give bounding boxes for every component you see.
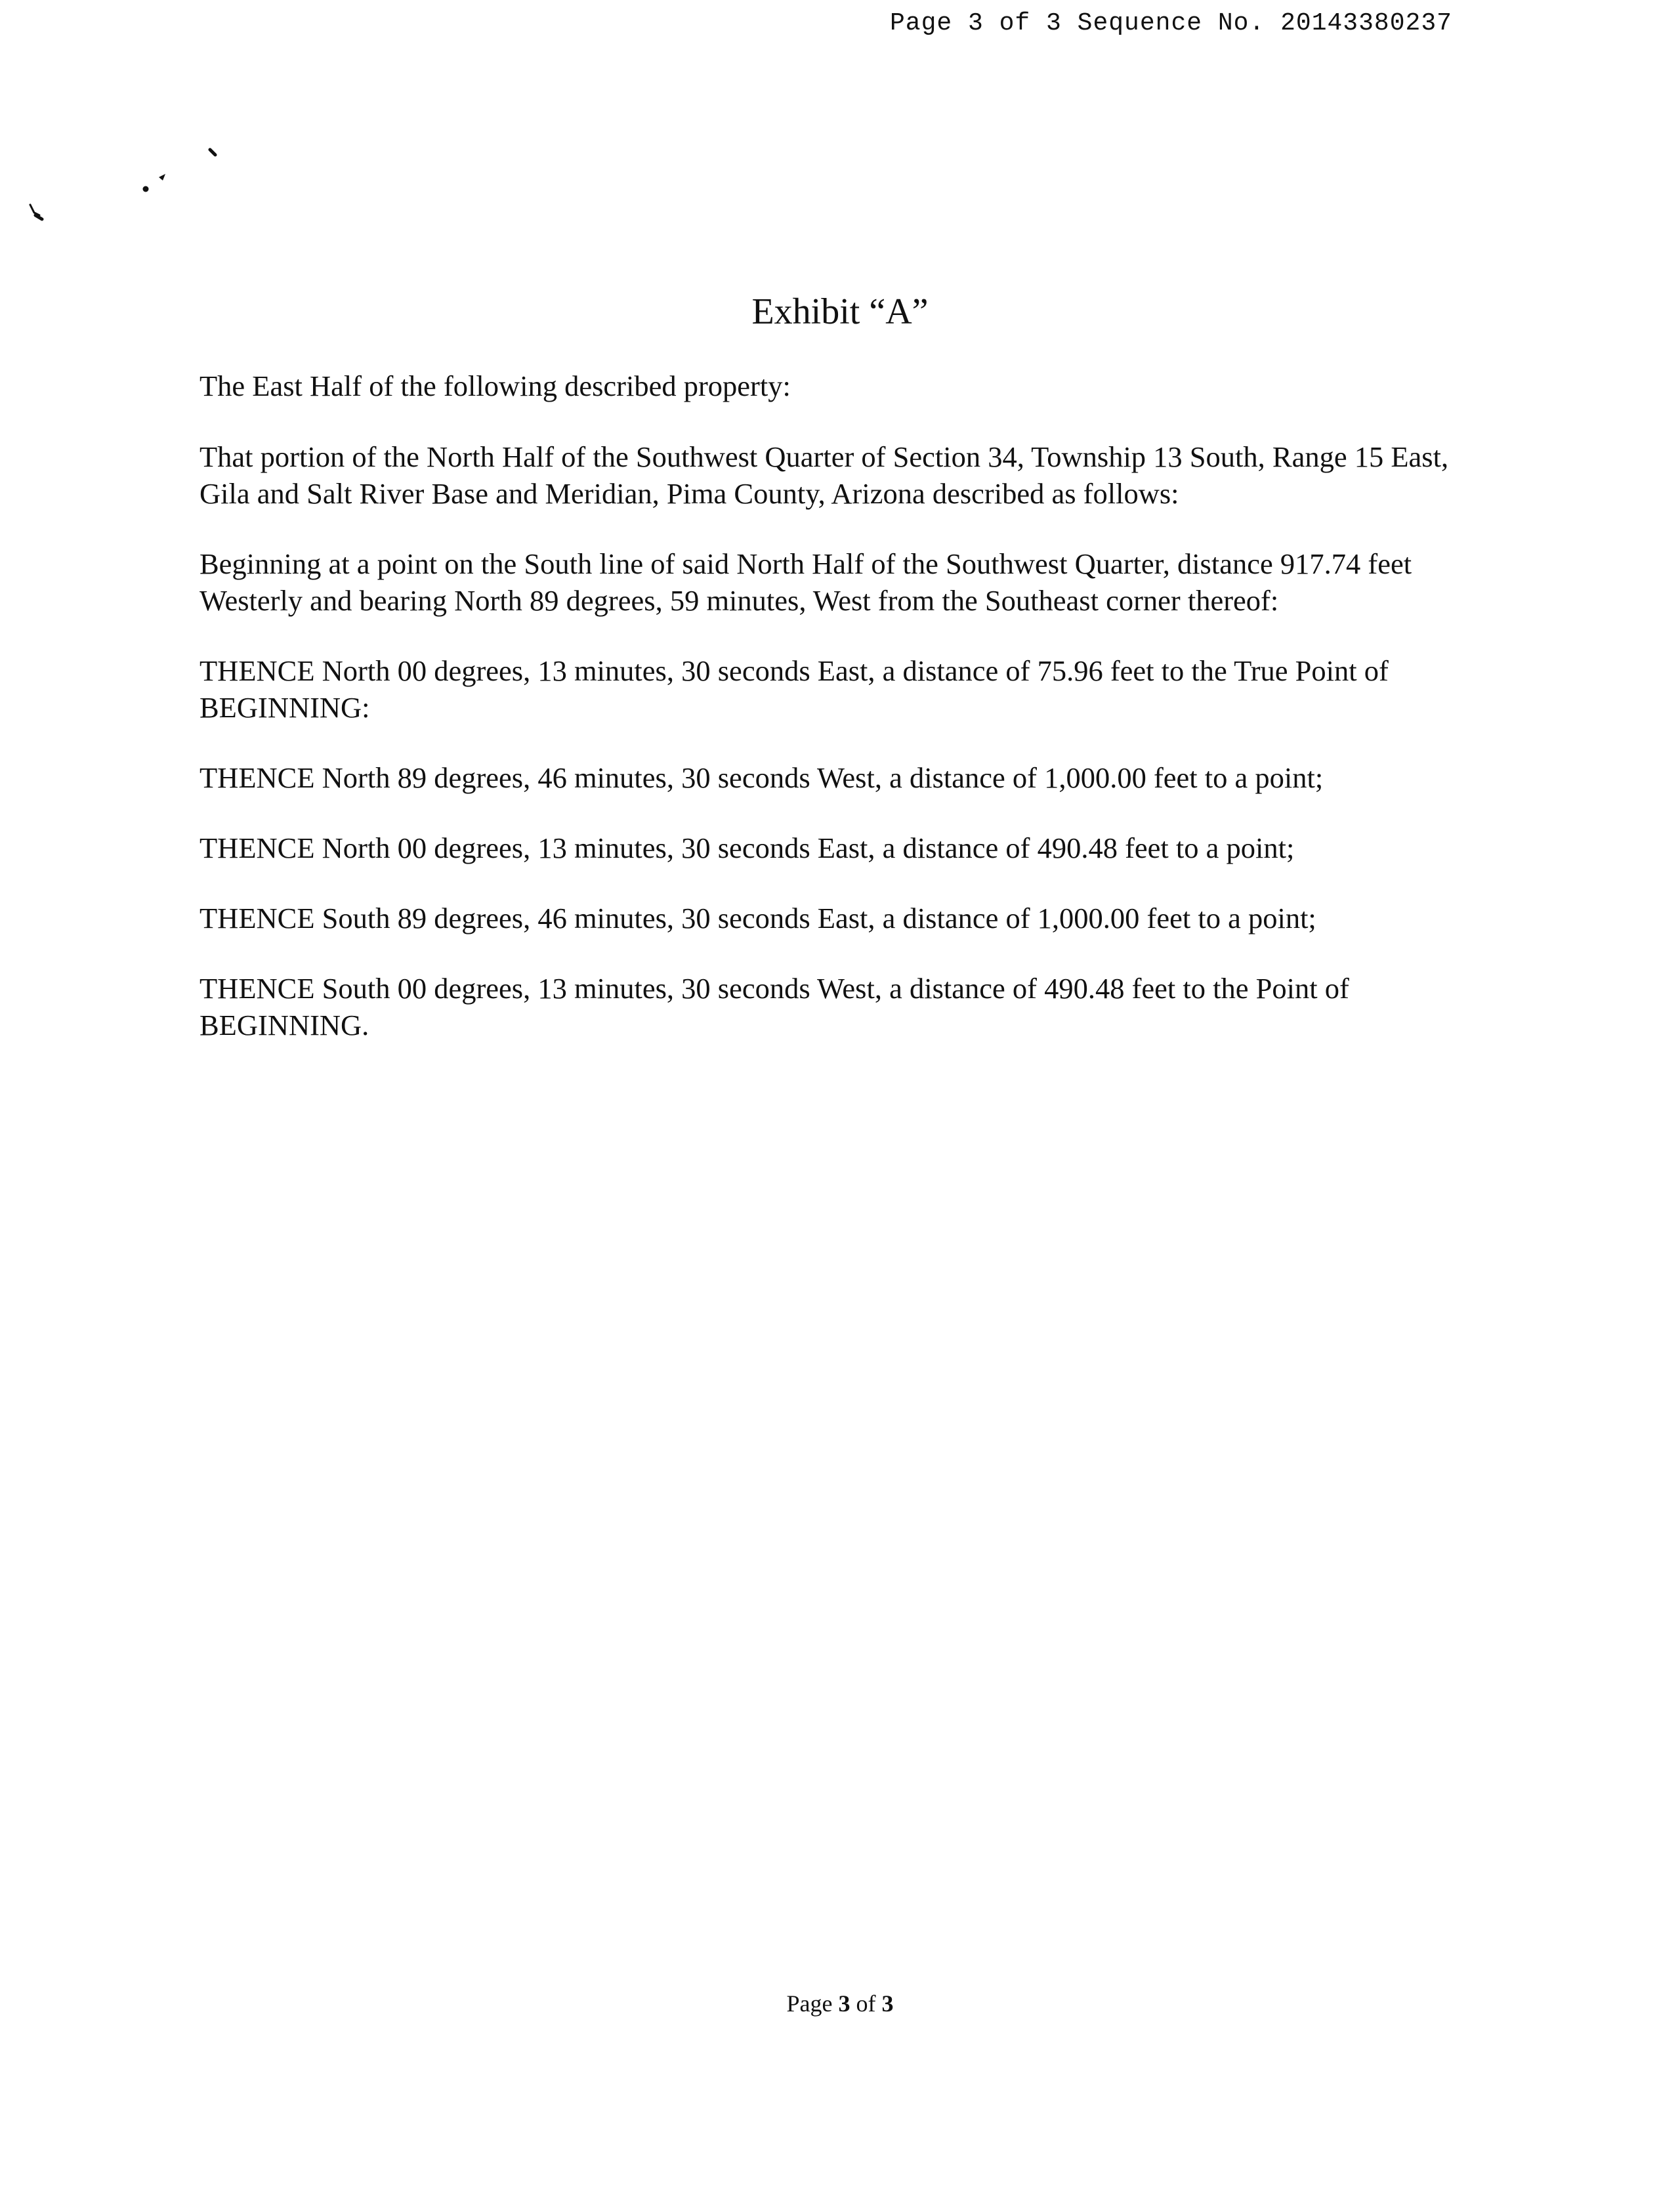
paragraph-course-5: THENCE South 00 degrees, 13 minutes, 30 seconds West, a distance of 490.48 feet to the Point of BEGINNING.	[200, 972, 1349, 1041]
sequence-stamp: Page 3 of 3 Sequence No. 20143380237	[890, 9, 1452, 37]
paragraph-course-4: THENCE South 89 degrees, 46 minutes, 30 seconds East, a distance of 1,000.00 feet to a point;	[200, 902, 1316, 934]
scan-specks	[20, 144, 236, 243]
footer-middle: of	[850, 1990, 882, 2017]
exhibit-title: Exhibit “A”	[751, 291, 929, 332]
paragraph-course-2: THENCE North 89 degrees, 46 minutes, 30 seconds West, a distance of 1,000.00 feet to a point;	[200, 761, 1324, 794]
paragraph-intro: The East Half of the following described property:	[200, 369, 791, 402]
paragraph-course-3: THENCE North 00 degrees, 13 minutes, 30 seconds East, a distance of 490.48 feet to a point;	[200, 831, 1295, 864]
legal-description	[200, 368, 1505, 1077]
paragraph-portion: That portion of the North Half of the Southwest Quarter of Section 34, Township 13 South, Range 15 East, Gila and Salt River Base and Meridian, Pima County, Arizona described as follows:	[200, 440, 1449, 510]
footer-total-pages: 3	[881, 1990, 894, 2017]
page-number-footer	[0, 1990, 1680, 2017]
paragraph-course-1: THENCE North 00 degrees, 13 minutes, 30 seconds East, a distance of 75.96 feet to the True Point of BEGINNING:	[200, 654, 1389, 724]
paragraph-beginning: Beginning at a point on the South line of said North Half of the Southwest Quarter, distance 917.74 feet Westerly and bearing North 89 degrees, 59 minutes, West from the Southeast corner thereof:	[200, 547, 1412, 617]
footer-prefix: Page	[786, 1990, 839, 2017]
footer-current-page: 3	[838, 1990, 850, 2017]
